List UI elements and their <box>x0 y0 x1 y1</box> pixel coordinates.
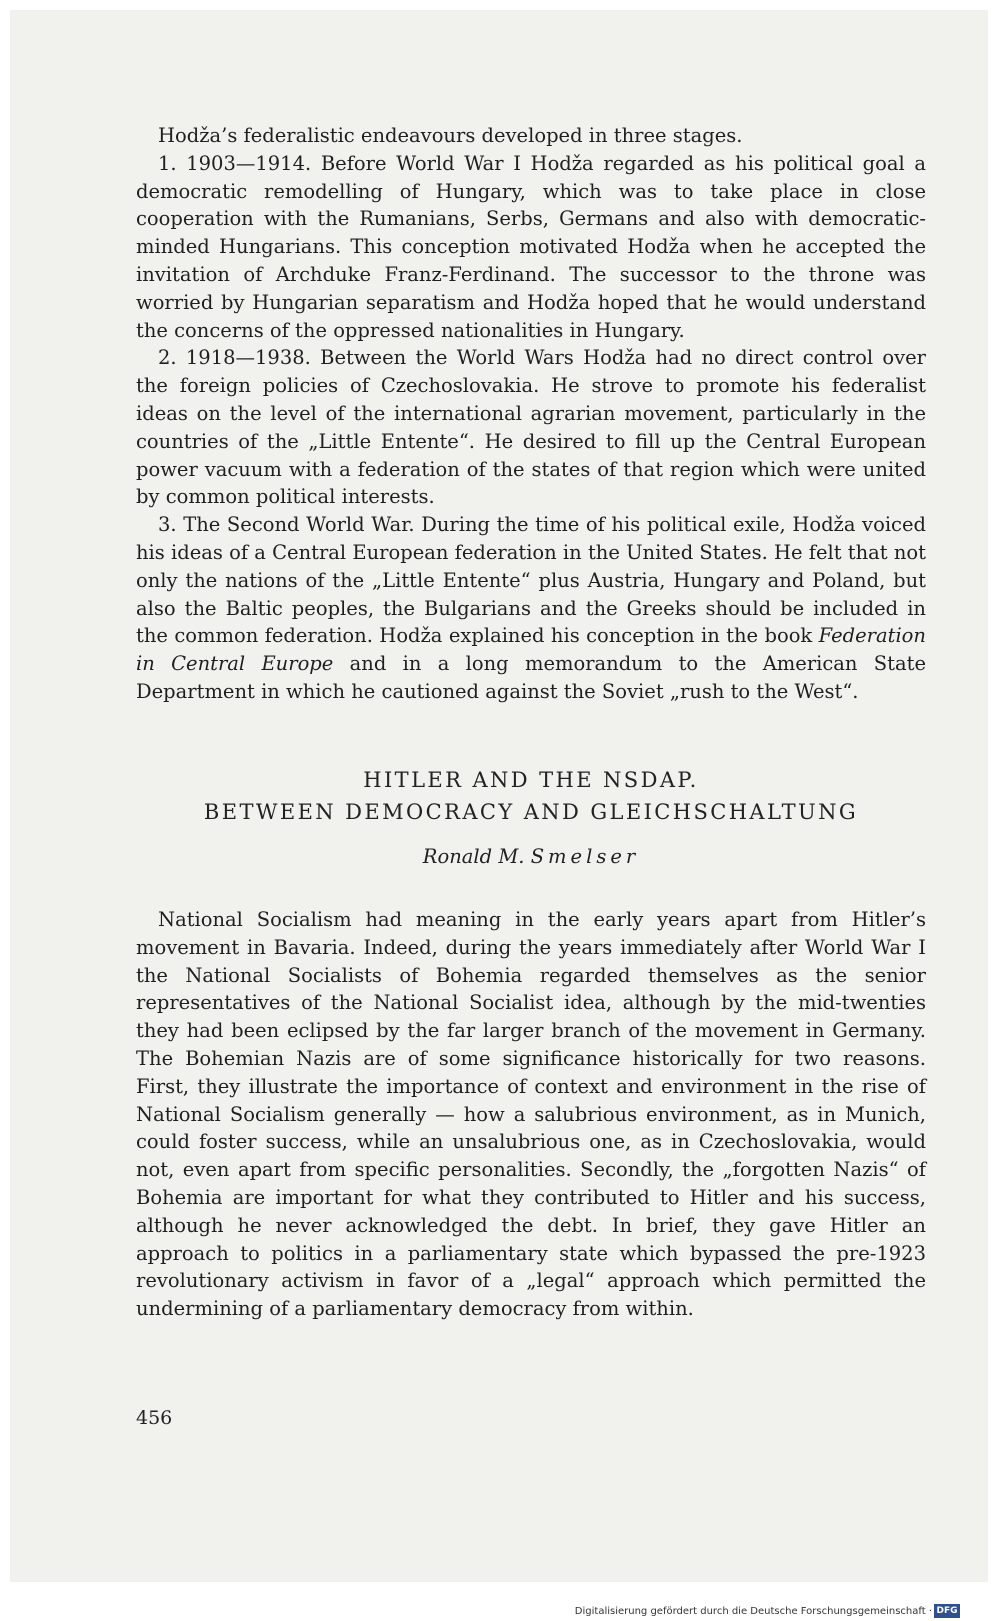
article-paragraph: National Socialism had meaning in the early years apart from Hitler’s movement in Bavaria. Indeed, during the years immediately after World War I the National Socialists of Bohemia regarded themselves as the senior representatives of the National Socialist idea, although by the mid-twenties they had been eclipsed by the far larger branch of the movement in Germany. The Bohemian Nazis are of some significance historically for two reasons. First, they illustrate the importance of context and environment in the rise of National Socialism generally — how a salubrious environment, as in Munich, could foster success, while an unsalubrious one, as in Czechoslovakia, would not, even apart from specific personalities. Secondly, the „forgotten Nazis“ of Bohemia are important for what they contributed to Hitler and his success, although he never acknowledged the debt. In brief, they gave Hitler an approach to politics in a parliamentary state which bypassed the pre-1923 revolutionary activism in favor of a „legal“ approach which permitted the undermining of a parliamentary democracy from within. <box>136 908 926 1321</box>
page-number: 456 <box>136 1407 173 1429</box>
article-author <box>136 845 926 868</box>
stage-2-paragraph: 2. 1918—1938. Between the World Wars Hodža had no direct control over the foreign policies of Czechoslovakia. He strove to promote his federalist ideas on the level of the international agrarian movement, particularly in the countries of the „Little Entente“. He desired to fill up the Central European power vacuum with a federation of the states of that region which were united by common political interests. <box>136 346 926 509</box>
article-title-line-2: BETWEEN DEMOCRACY AND GLEICHSCHALTUNG <box>203 800 859 824</box>
book-title: Federation in Central Europe <box>136 624 926 676</box>
stage-3-paragraph <box>136 511 926 706</box>
author-last-name: Smelser <box>530 845 640 868</box>
stage-3-text-end: and in a long memorandum to the American State Department in which he cautioned against the Soviet „rush to the West“. <box>136 652 926 703</box>
article-title-line-1: HITLER AND THE NSDAP. <box>363 768 699 792</box>
author-first-name: Ronald M. <box>422 845 525 868</box>
stage-3-text-start: 3. The Second World War. During the time of his political exile, Hodža voiced his ideas of a Central European federation in the United States. He felt that not only the nations of the „Little Entente“ plus Austria, Hungary and Poland, but also the Baltic peoples, the Bulgarians and the Greeks should be included in the common federation. Hodža explained his conception in the book <box>136 513 926 648</box>
dfg-logo: DFG <box>934 1604 960 1618</box>
intro-paragraph: Hodža’s federalistic endeavours developed in three stages. <box>158 124 743 147</box>
digitization-credit: Digitalisierung gefördert durch die Deutsche Forschungsgemeinschaft · <box>574 1606 932 1617</box>
article-body <box>136 906 926 1323</box>
intro-section <box>136 122 926 706</box>
stage-1-paragraph: 1. 1903—1914. Before World War I Hodža regarded as his political goal a democratic remodelling of Hungary, which was to take place in close cooperation with the Rumanians, Serbs, Germans and also with democratic-minded Hungarians. This conception motivated Hodža when he accepted the invitation of Archduke Franz-Ferdinand. The successor to the throne was worried by Hungarian separatism and Hodža hoped that he would understand the concerns of the oppressed nationalities in Hungary. <box>136 151 926 342</box>
